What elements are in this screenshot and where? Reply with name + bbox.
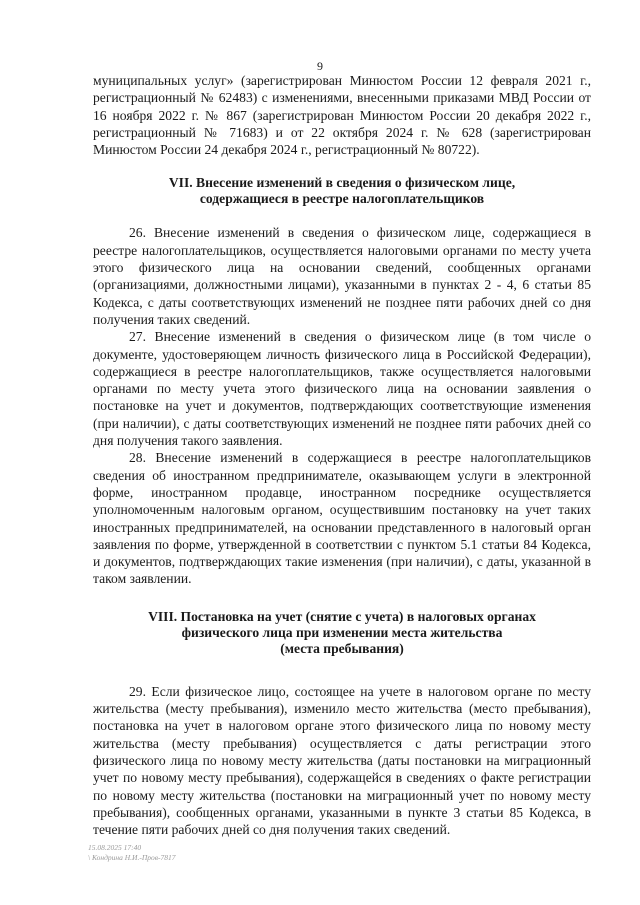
stamp-timestamp: 15.08.2025 17:40 — [88, 843, 142, 852]
paragraph-26: 26. Внесение изменений в сведения о физическом лице, содержащиеся в реестре налогоплательщиков, осуществляется налоговыми органами по месту учета этого физического лица на основании сведений, сообщенных органами (организациями, должностными лицами), указанными в пунктах 2 - 4, 6 статьи 85 Кодекса, с даты соответствующих изменений не позднее пяти рабочих дней со дня получения таких сведений. — [93, 225, 591, 327]
page-number: 9 — [317, 59, 323, 73]
section-8-heading — [93, 609, 591, 657]
section-8-title-line-3: (места пребывания) — [280, 640, 404, 656]
section-8-title-line-1: VIII. Постановка на учет (снятие с учета) в налоговых органах — [148, 608, 536, 624]
stamp-author: \ Кондрина Н.И.-Пров-7817 — [88, 853, 176, 862]
paragraph-28: 28. Внесение изменений в содержащиеся в реестре налогоплательщиков сведения об иностранном предпринимателе, оказывающем услуги в электронной форме, иностранном продавце, иностранном посреднике осуществляется уполномоченным налоговым органом, осуществившим постановку на учет таких иностранных предпринимателей, на основании представленного в налоговый орган заявления по форме, утвержденной в соответствии с пунктом 5.1 статьи 84 Кодекса, и документов, подтверждающих такие изменения (при наличии), с даты, указанной в таком заявлении. — [93, 450, 591, 587]
continuation-paragraph: муниципальных услуг» (зарегистрирован Минюстом России 12 февраля 2021 г., регистрационный № 62483) с изменениями, внесенными приказами МВД России от 16 ноября 2022 г. № 867 (зарегистрирован Минюстом России 20 декабря 2022 г., регистрационный № 71683) и от 22 октября 2024 г. № 628 (зарегистрирован Минюстом России 24 декабря 2024 г., регистрационный № 80722). — [93, 73, 591, 158]
section-7-title-line-1: VII. Внесение изменений в сведения о физическом лице, — [168, 175, 516, 191]
section-7-heading — [93, 175, 591, 207]
section-8-title-line-2: физического лица при изменении места жительства — [181, 624, 503, 640]
print-stamp — [88, 843, 176, 863]
section-7-title-line-2: содержащиеся в реестре налогоплательщиков — [199, 191, 485, 207]
paragraph-27: 27. Внесение изменений в сведения о физическом лице (в том числе о документе, удостоверяющем личность физического лица в Российской Федерации), содержащиеся в реестре налогоплательщиков, также осуществляется налоговыми органами по месту учета этого физического лица на основании заявления о постановке на учет и документов, подтверждающих соответствующие изменения (при наличии), с даты соответствующих изменений не позднее пяти рабочих дней со дня получения такого заявления. — [93, 329, 591, 449]
document-body — [93, 72, 591, 838]
paragraph-29: 29. Если физическое лицо, состоящее на учете в налоговом органе по месту жительства (месту пребывания), изменило место жительства (место пребывания), постановка на учет в налоговом органе этого физического лица по новому месту жительства (месту пребывания) осуществляется с даты регистрации этого физического лица по новому месту жительства (даты постановки на миграционный учет по новому месту пребывания), содержащейся в сведениях о факте регистрации по новому месту жительства (постановки на миграционный учет по новому месту пребывания), сообщенных органами, указанными в пункте 3 статьи 85 Кодекса, в течение пяти рабочих дней со дня получения таких сведений. — [93, 683, 591, 838]
